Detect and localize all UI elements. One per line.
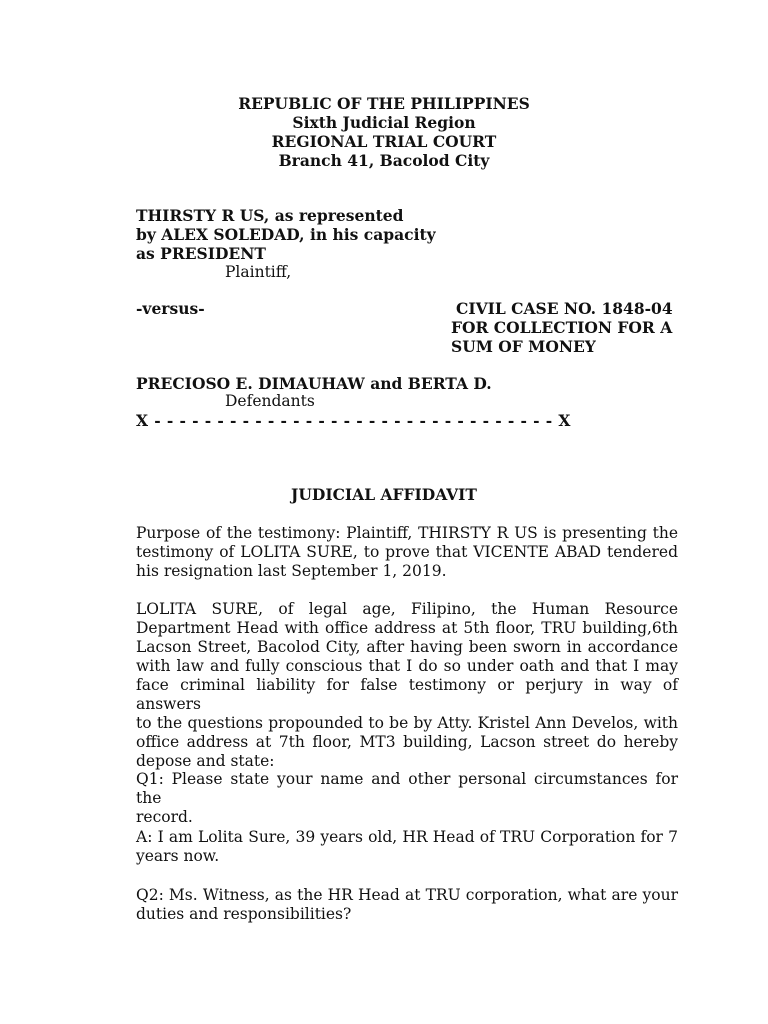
document-title: JUDICIAL AFFIDAVIT bbox=[291, 485, 477, 504]
question-2 bbox=[136, 886, 678, 924]
paragraph-line: office address at 7th floor, MT3 building, Lacson street do hereby bbox=[136, 733, 678, 751]
plaintiff-line-2 bbox=[136, 225, 436, 245]
case-nature-line-1: FOR COLLECTION FOR A bbox=[451, 318, 673, 337]
paragraph-line: Q1: Please state your name and other personal circumstances for the bbox=[136, 770, 678, 807]
header-court: REGIONAL TRIAL COURT bbox=[271, 132, 497, 151]
paragraph-line: face criminal liability for false testimony or perjury in way of answers bbox=[136, 676, 678, 713]
paragraph-line: Purpose of the testimony: Plaintiff, THIRSTY R US is presenting the bbox=[136, 524, 678, 542]
purpose-paragraph bbox=[136, 524, 678, 581]
affiant-paragraph bbox=[136, 600, 678, 771]
paragraph-line: his resignation last September 1, 2019. bbox=[136, 562, 447, 580]
question-1 bbox=[136, 770, 678, 827]
plaintiff-line-3: as PRESIDENT bbox=[136, 244, 266, 263]
plaintiff-capacity: , in his capacity bbox=[299, 225, 436, 244]
paragraph-line: with law and fully conscious that I do so under oath and that I may bbox=[136, 657, 678, 675]
defendants-names: PRECIOSO E. DIMAUHAW and BERTA D. bbox=[136, 374, 492, 393]
plaintiff-line-1: THIRSTY R US, as represented bbox=[136, 206, 404, 225]
paragraph-line: duties and responsibilities? bbox=[136, 905, 352, 923]
paragraph-line: years now. bbox=[136, 847, 220, 865]
paragraph-line: Lacson Street, Bacolod City, after having been sworn in accordance bbox=[136, 638, 678, 656]
case-number: CIVIL CASE NO. 1848-04 bbox=[456, 299, 673, 318]
paragraph-line: depose and state: bbox=[136, 752, 275, 770]
plaintiff-representative: by ALEX SOLEDAD bbox=[136, 225, 300, 244]
defendants-role: Defendants bbox=[225, 392, 315, 410]
caption-separator: X - - - - - - - - - - - - - - - - - - - - - - - - - - - - - - - - X bbox=[136, 411, 571, 430]
paragraph-line: LOLITA SURE, of legal age, Filipino, the Human Resource bbox=[136, 600, 678, 618]
paragraph-line: testimony of LOLITA SURE, to prove that VICENTE ABAD tendered bbox=[136, 543, 678, 561]
paragraph-line: Q2: Ms. Witness, as the HR Head at TRU corporation, what are your bbox=[136, 886, 678, 904]
plaintiff-role: Plaintiff, bbox=[225, 263, 292, 281]
paragraph-line: record. bbox=[136, 808, 193, 826]
header-region: Sixth Judicial Region bbox=[292, 113, 476, 132]
versus-label: -versus- bbox=[136, 299, 205, 318]
paragraph-line: Department Head with office address at 5th floor, TRU building,6th bbox=[136, 619, 678, 637]
case-nature-line-2: SUM OF MONEY bbox=[451, 337, 596, 356]
header-republic: REPUBLIC OF THE PHILIPPINES bbox=[238, 94, 530, 113]
paragraph-line: A: I am Lolita Sure, 39 years old, HR Head of TRU Corporation for 7 bbox=[136, 828, 678, 846]
header-branch: Branch 41, Bacolod City bbox=[278, 151, 490, 170]
paragraph-line: to the questions propounded to be by Atty. Kristel Ann Develos, with bbox=[136, 714, 678, 732]
answer-1 bbox=[136, 828, 678, 866]
